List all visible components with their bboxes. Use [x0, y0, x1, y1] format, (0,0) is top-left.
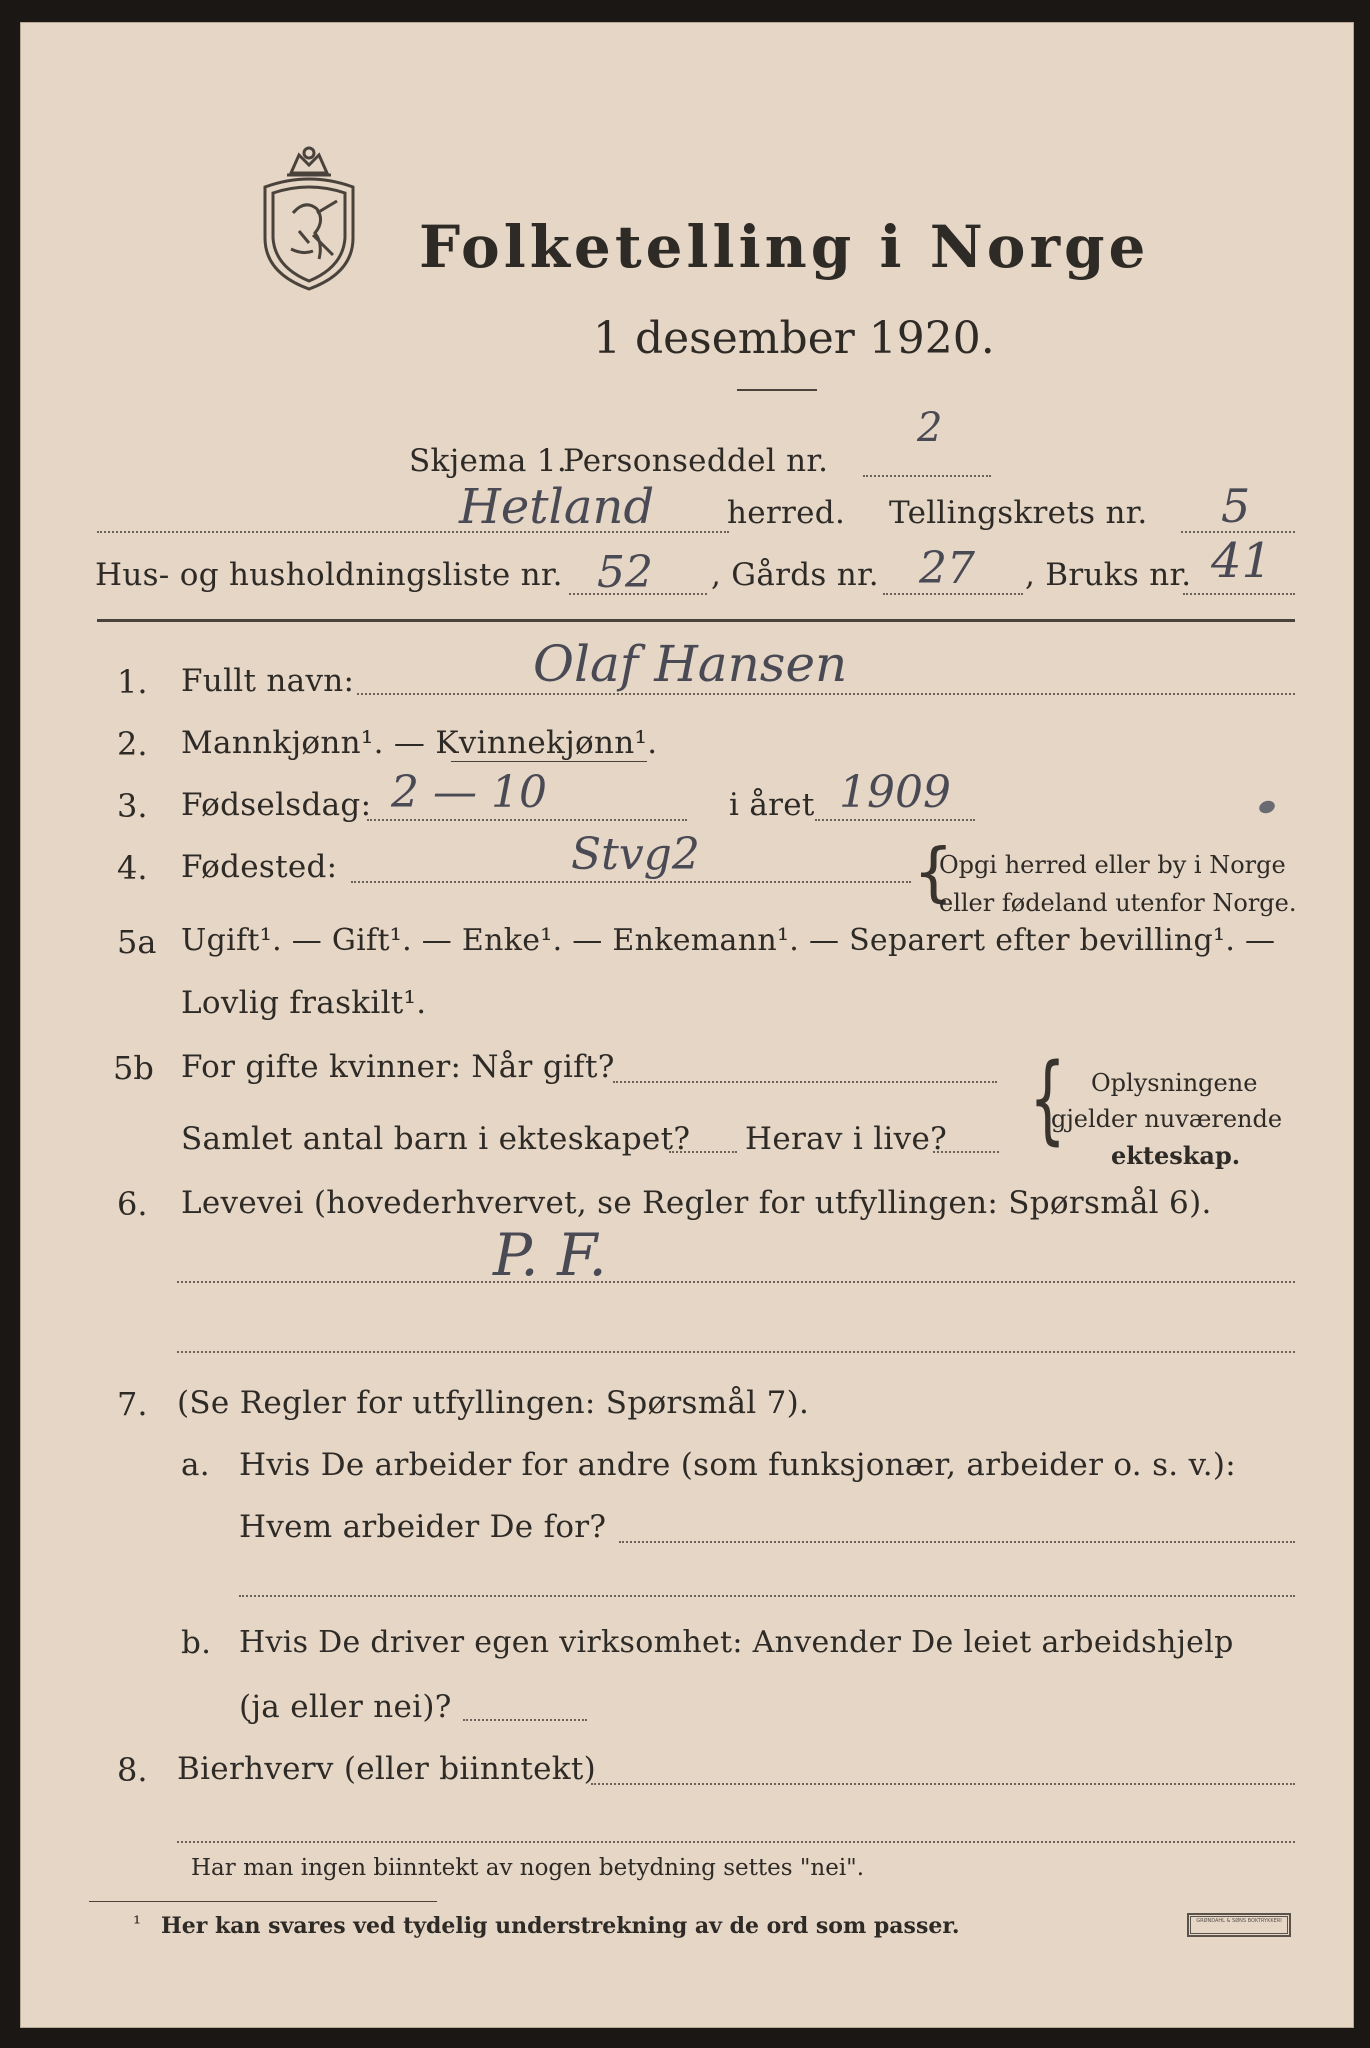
q3-year-line [815, 819, 975, 821]
q8-label: Bierhverv (eller biinntekt) [177, 1751, 597, 1787]
q5b-children-line [669, 1151, 737, 1153]
q5a-label: Ugift¹. — Gift¹. — Enke¹. — Enkemann¹. — Separert efter bevilling¹. — [181, 923, 1276, 958]
q5a-label-2: Lovlig fraskilt¹. [181, 985, 427, 1021]
q1-label: Fullt navn: [181, 663, 355, 699]
personseddel-line [863, 475, 991, 477]
q7-number: 7. [117, 1385, 148, 1423]
personseddel-label: Personseddel nr. [563, 443, 829, 479]
q5b-brace-icon: { [1029, 1043, 1066, 1155]
q3-number: 3. [117, 787, 148, 825]
q5b-note-3: ekteskap. [1111, 1141, 1241, 1170]
q5b-label-2: Samlet antal barn i ekteskapet? [181, 1121, 691, 1157]
q4-brace-icon: { [913, 836, 954, 910]
q7a-line-1 [619, 1541, 1295, 1543]
q2-number: 2. [117, 725, 148, 763]
q7a-label-2: Hvem arbeider De for? [239, 1509, 607, 1545]
gards-value: 27 [919, 543, 975, 594]
form-date: 1 desember 1920. [593, 313, 995, 364]
q5b-alive-line [933, 1151, 999, 1153]
q4-note-2: eller fødeland utenfor Norge. [939, 889, 1297, 917]
q5b-when-line [613, 1081, 997, 1083]
hus-value: 52 [597, 547, 653, 598]
q5b-note-1: Oplysningene [1091, 1069, 1258, 1097]
q7a-line-2 [239, 1595, 1295, 1597]
ink-mark [1257, 799, 1276, 816]
footnote-divider [89, 1901, 437, 1902]
q1-line [357, 693, 1295, 695]
q6-number: 6. [117, 1185, 148, 1223]
tellingskrets-label: Tellingskrets nr. [889, 495, 1148, 531]
q8-number: 8. [117, 1751, 148, 1789]
form-title: Folketelling i Norge [419, 213, 1150, 281]
q8-line-1 [591, 1783, 1295, 1785]
q7b-label-2: (ja eller nei)? [239, 1689, 452, 1725]
footnote-text: Her kan svares ved tydelig understrekning av de ord som passer. [161, 1913, 960, 1939]
q5b-note-2: gjelder nuværende [1051, 1105, 1283, 1133]
q6-value: P. F. [493, 1221, 607, 1289]
q7b-label: Hvis De driver egen virksomhet: Anvender De leiet arbeidshjelp [239, 1625, 1234, 1660]
herred-label: herred. [727, 495, 846, 531]
hus-label: Hus- og husholdningsliste nr. [95, 557, 563, 593]
q3-year-label: i året [729, 787, 815, 823]
coat-of-arms-icon [253, 143, 365, 293]
q3-value: 2 — 10 [391, 767, 547, 818]
q2-underline [451, 761, 647, 762]
q6-line-2 [177, 1351, 1295, 1353]
census-form [20, 22, 1354, 2028]
q5a-number: 5a [117, 923, 157, 961]
q4-value: Stvg2 [571, 829, 700, 880]
header-separator [97, 619, 1295, 622]
bruks-line [1183, 593, 1295, 595]
herred-value: Hetland [459, 479, 655, 535]
q1-number: 1. [117, 663, 148, 701]
q4-number: 4. [117, 849, 148, 887]
footnote-mark: ¹ [133, 1911, 142, 1935]
q6-line-1 [177, 1281, 1295, 1283]
q7b-line [463, 1719, 587, 1721]
q8-line-2 [177, 1841, 1295, 1843]
q3-label: Fødselsdag: [181, 787, 372, 823]
printer-stamp [1187, 1913, 1291, 1937]
schema-label: Skjema 1. [409, 443, 567, 479]
tellingskrets-value: 5 [1221, 479, 1251, 533]
q8-note: Har man ingen biinntekt av nogen betydning settes "nei". [191, 1855, 865, 1881]
bruks-label: , Bruks nr. [1025, 557, 1192, 593]
q7a-label: Hvis De arbeider for andre (som funksjonær, arbeider o. s. v.): [239, 1447, 1237, 1483]
q3-line [367, 819, 687, 821]
q4-label: Fødested: [181, 849, 338, 885]
personseddel-value: 2 [917, 405, 943, 451]
q3-year-value: 1909 [839, 767, 951, 818]
q5b-label-3: Herav i live? [745, 1121, 948, 1157]
printer-stamp-text: GRØNDAHL & SØNS BOKTRYKKERI [1190, 1916, 1288, 1934]
q4-line [351, 881, 911, 883]
q4-note-1: Opgi herred eller by i Norge [939, 851, 1286, 879]
q7b-letter: b. [181, 1625, 212, 1661]
gards-label: , Gårds nr. [711, 557, 879, 593]
q7-label: (Se Regler for utfyllingen: Spørsmål 7). [177, 1385, 810, 1421]
q5b-number: 5b [113, 1049, 154, 1087]
q6-label: Levevei (hovederhvervet, se Regler for utfyllingen: Spørsmål 6). [181, 1185, 1212, 1221]
q7a-letter: a. [181, 1447, 210, 1483]
q5b-label: For gifte kvinner: Når gift? [181, 1049, 615, 1085]
bruks-value: 41 [1211, 533, 1273, 589]
title-divider [737, 389, 817, 391]
q2-label: Mannkjønn¹. — Kvinnekjønn¹. [181, 725, 658, 761]
q1-value: Olaf Hansen [533, 635, 848, 693]
